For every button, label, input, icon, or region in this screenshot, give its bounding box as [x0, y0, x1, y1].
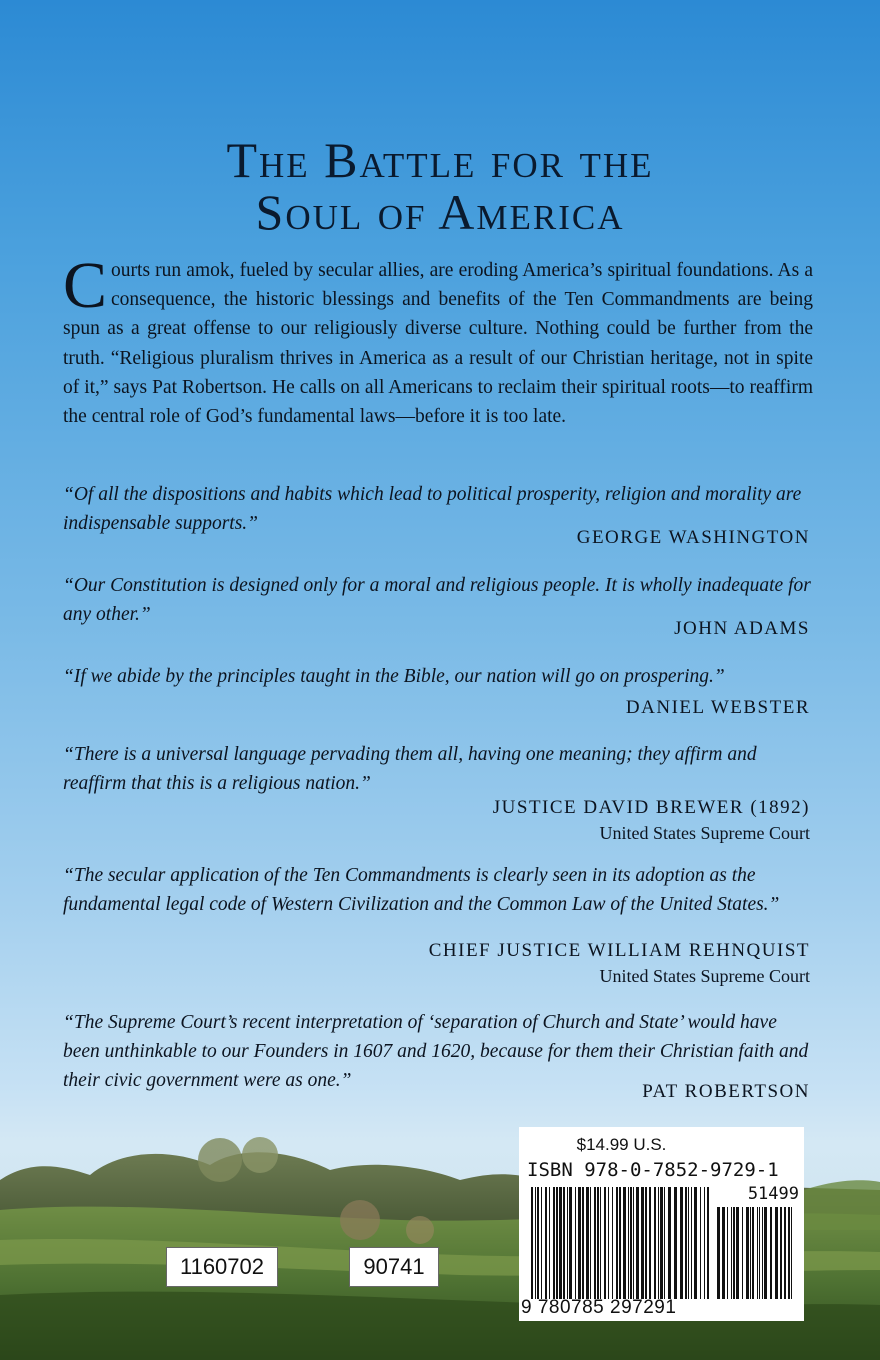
- barcode-bar: [541, 1187, 542, 1299]
- barcode-bar: [594, 1187, 596, 1299]
- barcode-bar: [628, 1187, 629, 1299]
- barcode-bar: [633, 1187, 634, 1299]
- barcode-bar: [545, 1187, 547, 1299]
- barcode-addon-number: 51499: [747, 1184, 799, 1204]
- barcode-bar: [707, 1187, 709, 1299]
- barcode-bar: [641, 1187, 644, 1299]
- barcode-bar: [597, 1187, 599, 1299]
- barcode-bar: [537, 1187, 539, 1299]
- title-line-2: [0, 180, 880, 242]
- barcode-bar: [649, 1187, 651, 1299]
- barcode-bar: [688, 1187, 689, 1299]
- title-line2-text: Soul of America: [255, 184, 625, 240]
- barcode-bar: [770, 1207, 772, 1299]
- barcode-bar: [645, 1187, 647, 1299]
- barcode-bar: [612, 1187, 613, 1299]
- barcode-bar: [553, 1187, 555, 1299]
- quote-affiliation: United States Supreme Court: [599, 966, 810, 986]
- barcode-bar: [531, 1187, 533, 1299]
- barcode-bar: [694, 1187, 697, 1299]
- barcode-bar: [742, 1207, 743, 1299]
- barcode-bar: [600, 1187, 601, 1299]
- quote-text: “If we abide by the principles taught in the Bible, our nation will go on prospering.”: [63, 666, 725, 687]
- barcode-bar: [733, 1207, 735, 1299]
- barcode-bar: [559, 1187, 562, 1299]
- barcode-bar: [757, 1207, 758, 1299]
- barcode-bar: [780, 1207, 782, 1299]
- ean-barcode: [531, 1187, 711, 1299]
- barcode-bar: [764, 1207, 767, 1299]
- barcode-bar: [685, 1187, 687, 1299]
- barcode-bar: [582, 1187, 584, 1299]
- addon-barcode: [717, 1207, 797, 1299]
- barcode-bar: [784, 1207, 786, 1299]
- barcode-bar: [736, 1207, 739, 1299]
- barcode-bar: [658, 1187, 659, 1299]
- drop-cap: C: [63, 249, 108, 322]
- barcode-bar: [608, 1187, 609, 1299]
- barcode-bar: [630, 1187, 632, 1299]
- barcode-bar: [556, 1187, 558, 1299]
- quote-text: “The Supreme Court’s recent interpretation of ‘separation of Church and State’ would have been unthinkable to our Founders in 1607 and 1620, because for them their Christian faith and their civic government were as one.”: [63, 1012, 809, 1091]
- barcode-bar: [654, 1187, 656, 1299]
- inventory-code-label: 1160702: [166, 1247, 278, 1287]
- barcode-bar: [700, 1187, 701, 1299]
- barcode-bar: [731, 1207, 732, 1299]
- price-text: $14.99 U.S.: [576, 1135, 667, 1154]
- quote-text: “The secular application of the Ten Commandments is clearly seen in its adoption as the fundamental legal code of Western Civilization and the Common Law of the United States.”: [63, 865, 780, 915]
- barcode-bar: [535, 1187, 536, 1299]
- quote-author: JUSTICE DAVID BREWER (1892): [492, 797, 810, 818]
- barcode-bar: [590, 1187, 591, 1299]
- quote-text: “Our Constitution is designed only for a moral and religious people. It is wholly inadequate for any other.”: [63, 575, 811, 625]
- quote-author: GEORGE WASHINGTON: [576, 527, 810, 548]
- barcode-bar: [586, 1187, 589, 1299]
- barcode-label: [519, 1127, 804, 1321]
- barcode-bar: [567, 1187, 568, 1299]
- description-text: ourts run amok, fueled by secular allies, are eroding America’s spiritual foundations. As a consequence, the historic blessings and benefits of the Ten Commandments are being spun as a great offense to our religiously diverse culture. Nothing could be further from the truth. “Religious pluralism thrives in America as a result of our Christian heritage, not in spite of it,” says Pat Robertson. He calls on all Americans to reclaim their spiritual roots—to reaffirm the central role of God’s fundamental laws—before it is too late.: [63, 260, 813, 428]
- barcode-bar: [575, 1187, 576, 1299]
- barcode-bar: [727, 1207, 728, 1299]
- barcode-bar: [775, 1207, 778, 1299]
- barcode-bar: [619, 1187, 621, 1299]
- quote-author: DANIEL WEBSTER: [625, 697, 810, 718]
- barcode-bar: [578, 1187, 581, 1299]
- barcode-bar: [722, 1207, 725, 1299]
- barcode-bar: [717, 1207, 720, 1299]
- barcode-bar: [623, 1187, 626, 1299]
- barcode-bar: [674, 1187, 677, 1299]
- isbn-text: ISBN 978-0-7852-9729-1: [527, 1159, 779, 1181]
- barcode-bar: [604, 1187, 606, 1299]
- ean-number: 9 780785 297291: [521, 1297, 677, 1318]
- quote-author: CHIEF JUSTICE WILLIAM REHNQUIST: [428, 940, 810, 961]
- barcode-bar: [563, 1187, 565, 1299]
- barcode-bar: [762, 1207, 763, 1299]
- barcode-bar: [680, 1187, 683, 1299]
- barcode-bar: [569, 1187, 572, 1299]
- barcode-bar: [746, 1207, 749, 1299]
- inventory-code-label: 90741: [349, 1247, 439, 1287]
- quote-author: PAT ROBERTSON: [642, 1081, 810, 1102]
- quote-text: “Of all the dispositions and habits which lead to political prosperity, religion and morality are indispensable supports.”: [63, 484, 802, 534]
- quote-author: JOHN ADAMS: [674, 618, 810, 639]
- barcode-bar: [691, 1187, 692, 1299]
- barcode-bar: [752, 1207, 754, 1299]
- barcode-bar: [704, 1187, 705, 1299]
- barcode-bar: [660, 1187, 663, 1299]
- barcode-bar: [636, 1187, 639, 1299]
- barcode-bar: [616, 1187, 618, 1299]
- title-line1-text: The Battle for the: [226, 132, 654, 188]
- barcode-bar: [788, 1207, 790, 1299]
- barcode-bar: [791, 1207, 792, 1299]
- barcode-bar: [549, 1187, 550, 1299]
- barcode-bar: [750, 1207, 751, 1299]
- barcode-bar: [664, 1187, 665, 1299]
- description-paragraph: [63, 249, 813, 431]
- barcode-bar: [668, 1187, 671, 1299]
- quote-affiliation: United States Supreme Court: [599, 823, 810, 843]
- barcode-bar: [759, 1207, 760, 1299]
- quote-text: “There is a universal language pervading them all, having one meaning; they affirm and reaffirm that this is a religious nation.”: [63, 744, 757, 794]
